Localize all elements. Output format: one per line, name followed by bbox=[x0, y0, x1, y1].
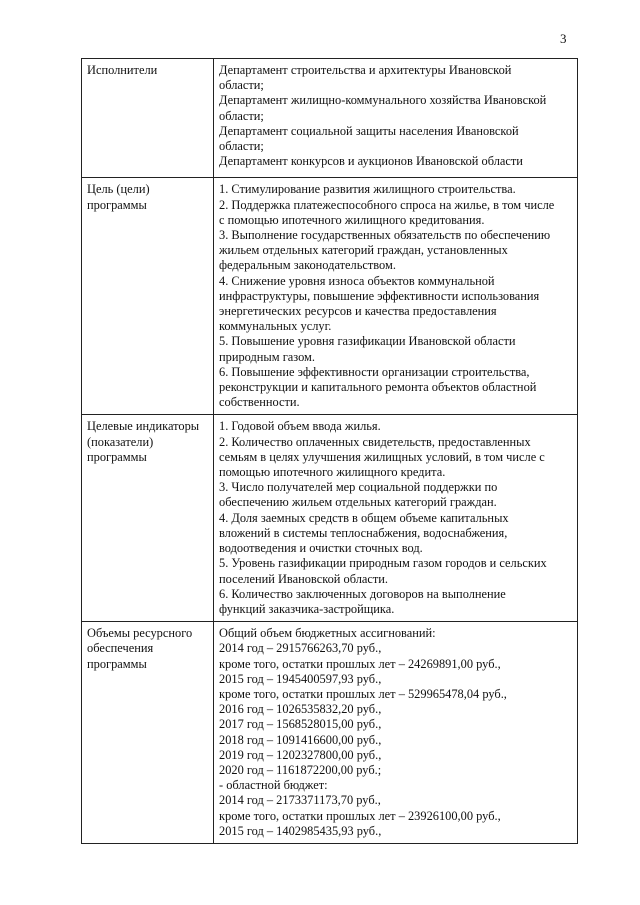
value-line: 6. Количество заключенных договоров на выполнение bbox=[219, 586, 506, 601]
value-line: кроме того, остатки прошлых лет – 529965478,04 руб., bbox=[219, 686, 507, 701]
value-line: собственности. bbox=[219, 395, 300, 410]
value-line: 2020 год – 1161872200,00 руб.; bbox=[219, 762, 382, 777]
value-line: семьям в целях улучшения жилищных условий, в том числе с bbox=[219, 449, 545, 464]
value-line: помощью ипотечного жилищного кредита. bbox=[219, 465, 446, 480]
value-line: 4. Снижение уровня износа объектов коммунальной bbox=[219, 273, 495, 288]
value-line: 2015 год – 1945400597,93 руб., bbox=[219, 671, 382, 686]
value-line: 5. Уровень газификации природным газом городов и сельских bbox=[219, 556, 547, 571]
value-line: Департамент социальной защиты населения Ивановской bbox=[219, 123, 519, 138]
value-line: области; bbox=[219, 108, 264, 123]
value-line: 3. Выполнение государственных обязательств по обеспечению bbox=[219, 228, 551, 243]
row-label-line: обеспечения bbox=[87, 641, 154, 656]
row-label-word: ресурсного bbox=[133, 626, 193, 641]
row-value bbox=[214, 178, 578, 415]
value-line: кроме того, остатки прошлых лет – 24269891,00 руб., bbox=[219, 656, 501, 671]
value-line: кроме того, остатки прошлых лет – 23926100,00 руб., bbox=[219, 808, 501, 823]
table-row-executors bbox=[82, 59, 578, 178]
value-line: 2015 год – 1402985435,93 руб., bbox=[219, 823, 382, 838]
row-label-line: программы bbox=[87, 197, 147, 212]
value-line: природным газом. bbox=[219, 349, 315, 364]
value-line: - областной бюджет: bbox=[219, 778, 328, 793]
value-line: с помощью ипотечного жилищного кредитования. bbox=[219, 212, 485, 227]
value-line: функций заказчика-застройщика. bbox=[219, 601, 395, 616]
table-row-goals bbox=[82, 178, 578, 415]
value-line: федеральным законодательством. bbox=[219, 258, 396, 273]
row-label bbox=[82, 178, 214, 415]
value-line: реконструкции и капитального ремонта объектов областной bbox=[219, 380, 537, 395]
value-line: энергетических ресурсов и качества предоставления bbox=[219, 304, 497, 319]
value-line: 2018 год – 1091416600,00 руб., bbox=[219, 732, 382, 747]
value-line: поселений Ивановской области. bbox=[219, 571, 389, 586]
value-line: 2017 год – 1568528015,00 руб., bbox=[219, 717, 382, 732]
value-line: 3. Число получателей мер социальной поддержки по bbox=[219, 480, 498, 495]
row-label-line: Цель (цели) bbox=[87, 182, 150, 197]
row-label bbox=[82, 59, 214, 178]
row-label-word: Целевые bbox=[87, 419, 133, 434]
value-line: 1. Стимулирование развития жилищного строительства. bbox=[219, 182, 516, 197]
value-line: 4. Доля заемных средств в общем объеме капитальных bbox=[219, 510, 509, 525]
page-number: 3 bbox=[560, 31, 567, 46]
row-label-word: индикаторы bbox=[135, 419, 200, 434]
value-line: жильем отдельных категорий граждан, установленных bbox=[219, 243, 508, 258]
value-line: 1. Годовой объем ввода жилья. bbox=[219, 419, 381, 434]
row-label-line: программы bbox=[87, 656, 147, 671]
row-label bbox=[82, 415, 214, 622]
value-line: вложений в системы теплоснабжения, водоснабжения, bbox=[219, 525, 508, 540]
row-label-word: Объемы bbox=[87, 626, 131, 641]
value-line: водоотведения и очистки сточных вод. bbox=[219, 541, 423, 556]
row-value bbox=[214, 622, 578, 844]
row-value bbox=[214, 59, 578, 178]
program-passport-table bbox=[81, 58, 578, 844]
table-row-funding bbox=[82, 622, 578, 844]
value-line: 2. Количество оплаченных свидетельств, предоставленных bbox=[219, 434, 531, 449]
value-line: Департамент строительства и архитектуры Ивановской bbox=[219, 63, 512, 77]
value-line: области; bbox=[219, 78, 264, 93]
row-label bbox=[82, 622, 214, 844]
value-line: обеспечению жильем отдельных категорий граждан. bbox=[219, 495, 497, 510]
value-line: Департамент конкурсов и аукционов Ивановской области bbox=[219, 154, 523, 169]
value-line: инфраструктуры, повышение эффективности использования bbox=[219, 288, 540, 303]
value-line: 2019 год – 1202327800,00 руб., bbox=[219, 747, 382, 762]
table-row-indicators bbox=[82, 415, 578, 622]
value-line: 2. Поддержка платежеспособного спроса на жилье, в том числе bbox=[219, 197, 555, 212]
value-line: 6. Повышение эффективности организации строительства, bbox=[219, 364, 530, 379]
value-line: 2014 год – 2173371173,70 руб., bbox=[219, 793, 381, 808]
value-line: области; bbox=[219, 139, 264, 154]
row-label-line: Исполнители bbox=[87, 63, 158, 77]
value-line: 5. Повышение уровня газификации Ивановской области bbox=[219, 334, 516, 349]
value-line: 2016 год – 1026535832,20 руб., bbox=[219, 702, 382, 717]
value-line: Департамент жилищно-коммунального хозяйства Ивановской bbox=[219, 93, 547, 108]
row-value bbox=[214, 415, 578, 622]
value-line: 2014 год – 2915766263,70 руб., bbox=[219, 641, 382, 656]
row-label-line: (показатели) bbox=[87, 434, 154, 449]
row-label-line bbox=[87, 419, 209, 434]
row-label-line: программы bbox=[87, 449, 147, 464]
value-line: Общий объем бюджетных ассигнований: bbox=[219, 626, 436, 641]
row-label-line bbox=[87, 626, 209, 641]
value-line: коммунальных услуг. bbox=[219, 319, 332, 334]
